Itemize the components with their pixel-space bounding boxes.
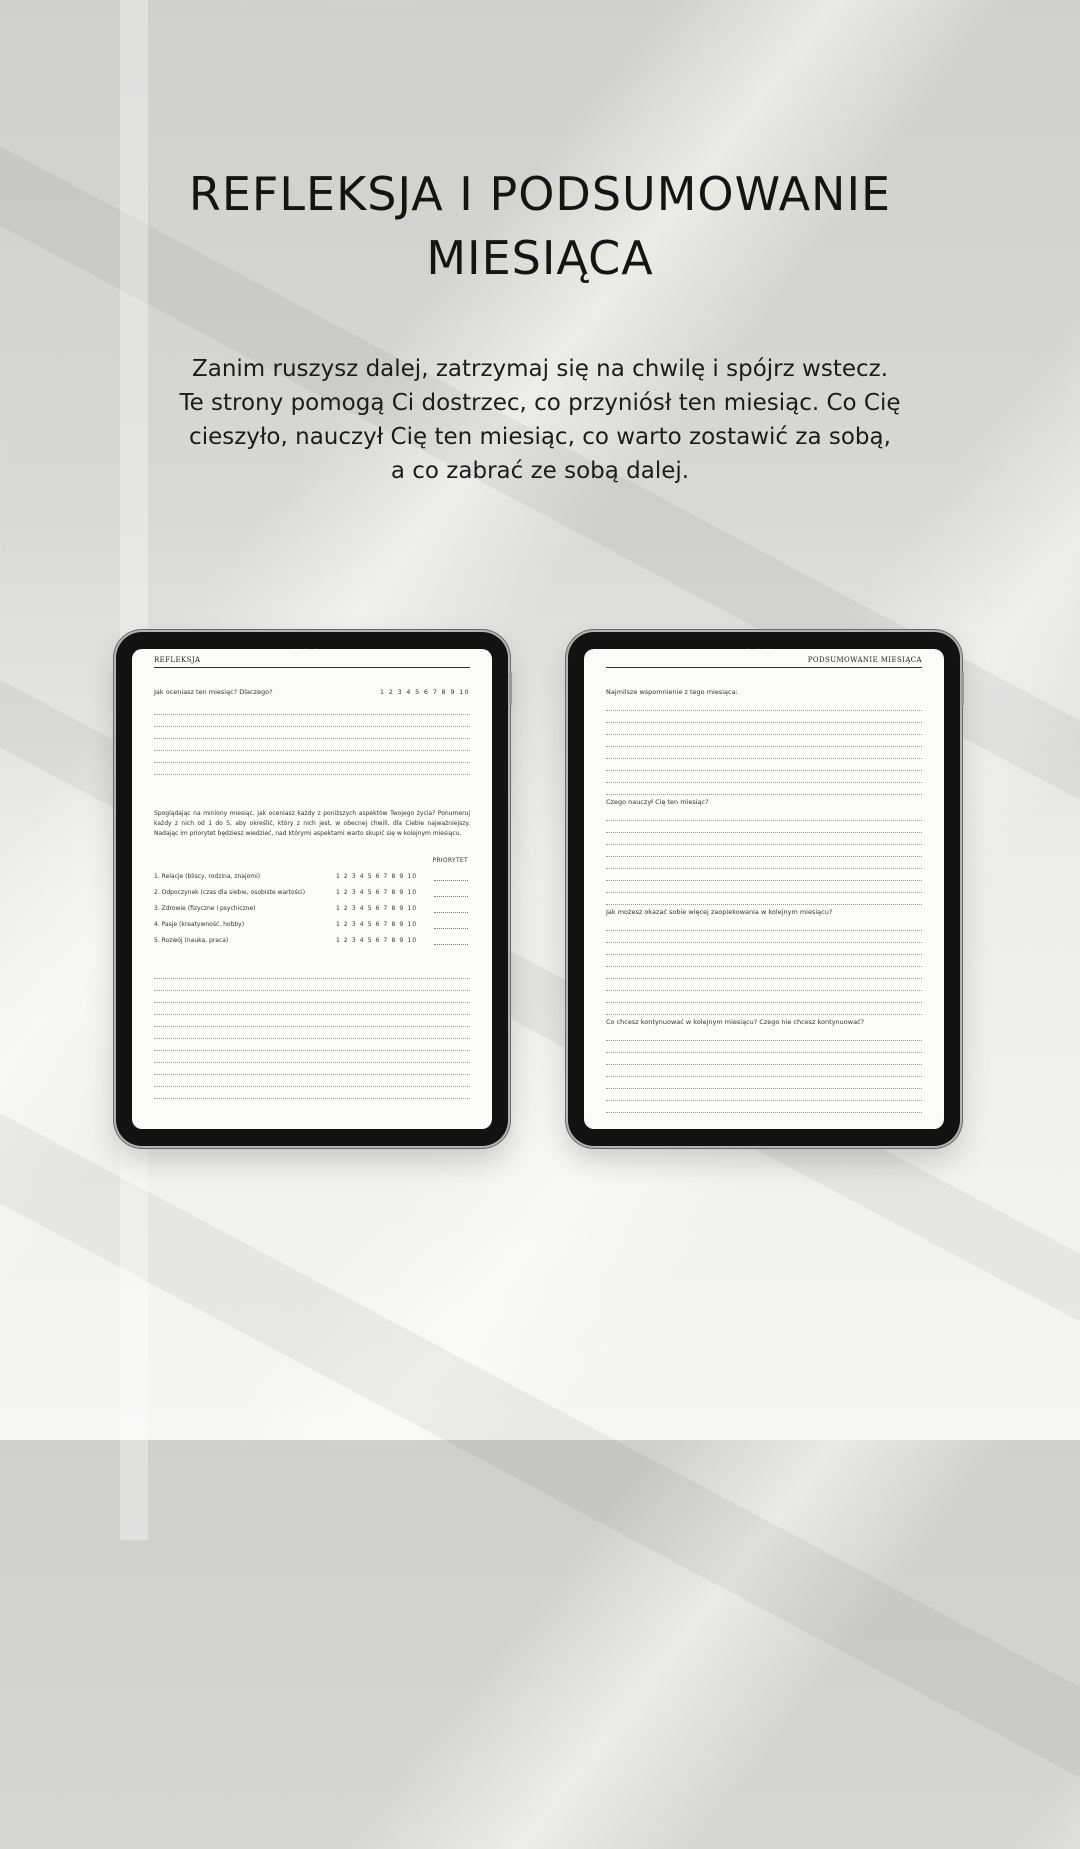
- answer-lines[interactable]: [606, 699, 922, 795]
- page-title: [90, 162, 990, 290]
- rating-label: 3. Zdrowie (fizyczne i psychiczne): [154, 905, 256, 912]
- intro-text: [110, 352, 970, 488]
- priority-field[interactable]: [434, 928, 468, 929]
- rating-scale[interactable]: 1 2 3 4 5 6 7 8 9 10: [336, 921, 418, 928]
- camera-icon: [746, 637, 782, 641]
- rating-scale[interactable]: 1 2 3 4 5 6 7 8 9 10: [336, 937, 418, 944]
- intro-line: Te strony pomogą Ci dostrzec, co przyniósł ten miesiąc. Co Cię: [179, 390, 901, 416]
- page-heading: PODSUMOWANIE MIESIĄCA: [606, 656, 922, 668]
- intro-line: Zanim ruszysz dalej, zatrzymaj się na chwilę i spójrz wstecz.: [191, 356, 889, 382]
- answer-lines[interactable]: [606, 919, 922, 1015]
- priority-field[interactable]: [434, 880, 468, 881]
- rating-label: 2. Odpoczynek (czas dla siebie, osobiste wartości): [154, 889, 306, 896]
- question-continue: Co chcesz kontynuować w kolejnym miesiącu? Czego nie chcesz kontynuować?: [606, 1018, 865, 1026]
- rating-row[interactable]: [154, 921, 470, 931]
- priority-column-header: PRIORYTET: [432, 857, 468, 864]
- answer-lines[interactable]: [154, 703, 470, 775]
- tablet-screen: [584, 649, 944, 1129]
- question-best-memory: Najmilsze wspomnienie z tego miesiąca:: [606, 688, 738, 696]
- rating-row[interactable]: [154, 905, 470, 915]
- intro-line: cieszyło, nauczył Cię ten miesiąc, co warto zostawić za sobą,: [189, 424, 891, 450]
- rating-label: 4. Pasje (kreatywność, hobby): [154, 921, 245, 928]
- instructions-paragraph: Spoglądając na miniony miesiąc. Jak oceniasz każdy z poniższych aspektów Twojego życia? Ponumeruj każdy z nich od 1 do 5, aby określić, który z nich jest, w obecnej chwili, dla Ciebie najważniejszy. Nadając im priorytet będziesz wiedzieć, nad którymi aspektami warto skupić się w kolejnym miesiącu.: [154, 810, 470, 837]
- answer-lines[interactable]: [606, 809, 922, 905]
- rating-row[interactable]: [154, 937, 470, 947]
- question-lessons: Czego nauczył Cię ten miesiąc?: [606, 798, 709, 806]
- question-self-care: Jak możesz okazać sobie więcej zaopiekowania w kolejnym miesiącu?: [606, 908, 833, 916]
- rating-row[interactable]: [154, 873, 470, 883]
- question-month-rating: Jak oceniasz ten miesiąc? Dlaczego?: [154, 688, 273, 696]
- title-line: REFLEKSJA I PODSUMOWANIE: [188, 167, 892, 221]
- priority-field[interactable]: [434, 944, 468, 945]
- rating-scale[interactable]: 1 2 3 4 5 6 7 8 9 10: [336, 873, 418, 880]
- rating-row[interactable]: [154, 889, 470, 899]
- rating-label: 5. Rozwój (nauka, praca): [154, 937, 229, 944]
- title-line: MIESIĄCA: [426, 231, 654, 285]
- answer-lines[interactable]: [606, 1029, 922, 1113]
- tablet-podsumowanie: [568, 632, 960, 1146]
- priority-field[interactable]: [434, 896, 468, 897]
- camera-icon: [294, 637, 330, 641]
- tablet-refleksja: [116, 632, 508, 1146]
- answer-lines[interactable]: [154, 967, 470, 1099]
- intro-line: a co zabrać ze sobą dalej.: [390, 458, 690, 484]
- side-button: [961, 672, 964, 706]
- side-button: [509, 672, 512, 706]
- rating-scale[interactable]: 1 2 3 4 5 6 7 8 9 10: [379, 688, 470, 696]
- page-heading: REFLEKSJA: [154, 656, 470, 668]
- rating-scale[interactable]: 1 2 3 4 5 6 7 8 9 10: [336, 889, 418, 896]
- priority-field[interactable]: [434, 912, 468, 913]
- rating-scale[interactable]: 1 2 3 4 5 6 7 8 9 10: [336, 905, 418, 912]
- rating-label: 1. Relacje (bliscy, rodzina, znajomi): [154, 873, 261, 880]
- tablet-screen: [132, 649, 492, 1129]
